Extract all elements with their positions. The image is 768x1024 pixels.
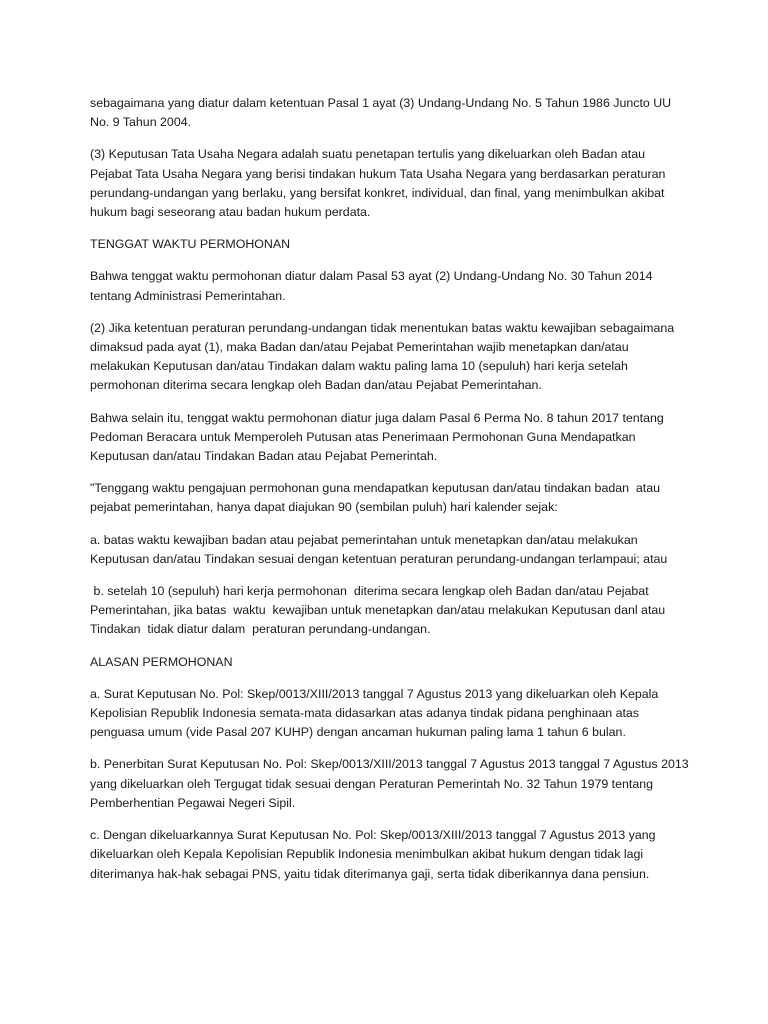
reason-item-c: c. Dengan dikeluarkannya Surat Keputusan No. Pol: Skep/0013/XIII/2013 tanggal 7 Agustus 2013 yang dikeluarkan oleh Kepala Kepolisian Republik Indonesia menimbulkan akibat hukum dengan tidak lagi diterimanya hak-hak sebagai PNS, yaitu tidak diterimanya gaji, serta tidak diberikannya dana pensiun.	[90, 828, 659, 881]
reason-item-b: b. Penerbitan Surat Keputusan No. Pol: Skep/0013/XIII/2013 tanggal 7 Agustus 2013 tanggal 7 Agustus 2013 yang dikeluarkan oleh Tergugat tidak sesuai dengan Peraturan Pemerintah No. 32 Tahun 1979 tentang Pemberhentian Pegawai Negeri Sipil.	[90, 757, 693, 810]
list-item-a: a. batas waktu kewajiban badan atau pejabat pemerintahan untuk menetapkan dan/atau melakukan Keputusan dan/atau Tindakan sesuai dengan ketentuan peraturan perundang-undangan terlampaui; atau	[90, 532, 668, 566]
paragraph-pasal-53: Bahwa tenggat waktu permohonan diatur dalam Pasal 53 ayat (2) Undang-Undang No. 30 Tahun 2014 tentang Administrasi Pemerintahan.	[90, 269, 656, 303]
section-heading-tenggat-waktu: TENGGAT WAKTU PERMOHONAN	[90, 237, 291, 252]
paragraph-continuation: sebagaimana yang diatur dalam ketentuan Pasal 1 ayat (3) Undang-Undang No. 5 Tahun 1986 Juncto UU No. 9 Tahun 2004.	[90, 96, 675, 130]
paragraph-ktun-definition: (3) Keputusan Tata Usaha Negara adalah suatu penetapan tertulis yang dikeluarkan oleh Badan atau Pejabat Tata Usaha Negara yang berisi tindakan hukum Tata Usaha Negara yang berdasarkan peraturan perundang-undangan yang berlaku, yang bersifat konkret, individual, dan final, yang menimbulkan akibat hukum bagi seseorang atau badan hukum perdata.	[90, 147, 669, 220]
paragraph-ayat-2: (2) Jika ketentuan peraturan perundang-undangan tidak menentukan batas waktu kewajiban sebagaimana dimaksud pada ayat (1), maka Badan dan/atau Pejabat Pemerintahan wajib menetapkan dan/atau melakukan Keputusan dan/atau Tindakan dalam waktu paling lama 10 (sepuluh) hari kerja setelah permohonan diterima secara lengkap oleh Badan dan/atau Pejabat Pemerintahan.	[90, 320, 678, 393]
document-page	[90, 94, 693, 897]
section-heading-alasan: ALASAN PERMOHONAN	[90, 654, 233, 669]
paragraph-tenggang-waktu-quote: "Tenggang waktu pengajuan permohonan guna mendapatkan keputusan dan/atau tindakan badan atau pejabat pemerintahan, hanya dapat diajukan 90 (sembilan puluh) hari kalender sejak:	[90, 481, 664, 515]
paragraph-perma: Bahwa selain itu, tenggat waktu permohonan diatur juga dalam Pasal 6 Perma No. 8 tahun 2017 tentang Pedoman Beracara untuk Memperoleh Putusan atas Penerimaan Permohonan Guna Mendapatkan Keputusan dan/atau Tindakan Badan atau Pejabat Pemerintah.	[90, 410, 668, 464]
reason-item-a: a. Surat Keputusan No. Pol: Skep/0013/XIII/2013 tanggal 7 Agustus 2013 yang dikeluarkan oleh Kepala Kepolisian Republik Indonesia semata-mata didasarkan atas adanya tindak pidana penghinaan atas penguasa umum (vide Pasal 207 KUHP) dengan ancaman hukuman paling lama 1 tahun 6 bulan.	[90, 686, 662, 740]
list-item-b: b. setelah 10 (sepuluh) hari kerja permohonan diterima secara lengkap oleh Badan dan/atau Pejabat Pemerintahan, jika batas waktu kewajiban untuk menetapkan dan/atau melakukan Keputusan danl atau Tindakan tidak diatur dalam peraturan perundang-undangan.	[90, 584, 669, 637]
